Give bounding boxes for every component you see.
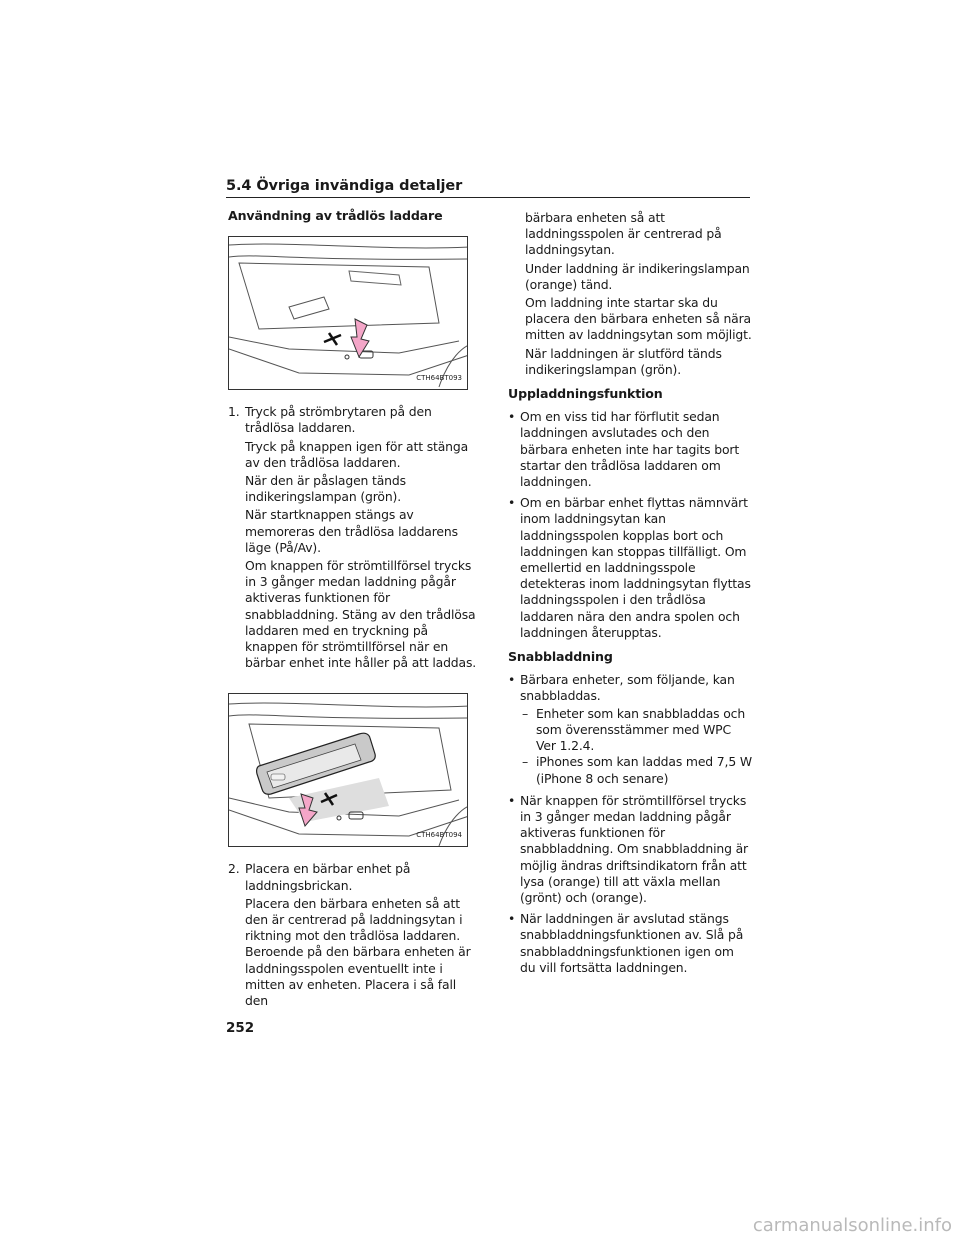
step-paragraph: När startknappen stängs av memoreras den trådlösa laddarens läge (På/Av). [245, 507, 458, 555]
heading-recharge-function: Uppladdningsfunktion [508, 386, 663, 402]
figure-charger-button [228, 236, 468, 390]
sub-list-item [522, 706, 753, 755]
list-item [508, 793, 753, 906]
dash: – [522, 754, 529, 770]
section-header [226, 178, 750, 198]
header-rule [226, 197, 750, 198]
right-column [508, 210, 753, 981]
list-item [508, 409, 753, 490]
list-item-text: När laddningen är avslutad stängs snabbladdningsfunktionen av. Slå på snabbladdningsfunktionen igen om du vill fortsätta laddningen. [520, 911, 744, 975]
list-item-text: Om en bärbar enhet flyttas nämnvärt inom laddningsytan kan laddningsspolen kopplas bort och laddningen kan stoppas tillfälligt. Om emellertid en laddningsspole detekteras inom laddningsytan flyttas laddningsspolen i den trådlösa laddaren nära den andra spolen och laddningen återupptas. [520, 495, 751, 640]
heading-fast-charging: Snabbladdning [508, 649, 613, 665]
step-2 [228, 861, 478, 893]
step-paragraph: Tryck på knappen igen för att stänga av den trådlösa laddaren. [245, 438, 469, 470]
step-title: Placera en bärbar enhet på laddningsbrickan. [245, 861, 411, 893]
step-title: Tryck på strömbrytaren på den trådlösa laddaren. [245, 404, 432, 436]
page-number: 252 [226, 1020, 255, 1036]
figure-code: CTH64BT094 [416, 831, 462, 840]
continued-paragraph: Om laddning inte startar ska du placera den bärbara enheten så nära mitten av laddningsytan som möjligt. [525, 295, 752, 343]
continued-paragraph: När laddningen är slutförd tänds indikeringslampan (grön). [525, 345, 722, 377]
list-item [508, 495, 753, 641]
bullet: • [508, 911, 516, 927]
list-item [508, 911, 753, 976]
heading-wireless-charger: Användning av trådlös laddare [228, 208, 443, 223]
step-paragraph: Placera den bärbara enheten så att den är centrerad på laddningsytan i riktning mot den trådlösa laddaren. Beroende på den bärbara enheten är laddningsspolen eventuellt inte i mitten av enheten. Placera i så fall den [245, 895, 471, 1009]
figure-code: CTH64BT093 [416, 374, 462, 382]
list-item-text: Om en viss tid har förflutit sedan laddningen avslutades och den bärbara enheten inte har tagits bort startar den trådlösa laddaren om laddningen. [520, 409, 740, 490]
sub-list-item-text: Enheter som kan snabbladdas och som överensstämmer med WPC Ver 1.2.4. [536, 705, 746, 754]
watermark: carmanualsonline.info [752, 1215, 952, 1236]
bullet: • [508, 672, 516, 688]
step-paragraph: När den är påslagen tänds indikeringslampan (grön). [245, 473, 406, 505]
dash: – [522, 705, 529, 721]
continued-paragraph: Under laddning är indikeringslampan (orange) tänd. [525, 260, 750, 292]
list-item-text: Bärbara enheter, som följande, kan snabbladdas. [520, 672, 735, 704]
charger-button-illustration [229, 237, 468, 390]
step-paragraph: Om knappen för strömtillförsel trycks in 3 gånger medan laddning pågår aktiveras funktionen för snabbladdning. Stäng av den trådlösa laddaren med en tryckning på knappen för strömtillförsel när en bärbar enhet inte håller på att laddas. [245, 558, 477, 671]
continued-paragraph: bärbara enheten så att laddningsspolen är centrerad på laddningsytan. [525, 210, 722, 258]
list-item [508, 672, 753, 704]
sub-list-item [522, 754, 753, 786]
step-number: 1. [228, 404, 240, 420]
phone-placement-illustration [229, 694, 468, 847]
step-number: 2. [228, 861, 240, 877]
bullet: • [508, 409, 516, 425]
sub-list-item-text: iPhones som kan laddas med 7,5 W (iPhone 8 och senare) [536, 754, 752, 786]
bullet: • [508, 792, 516, 808]
figure-phone-placement [228, 693, 468, 847]
section-title: 5.4 Övriga invändiga detaljer [226, 178, 463, 194]
left-column [228, 208, 478, 1011]
list-item-text: När knappen för strömtillförsel trycks in 3 gånger medan laddning pågår aktiveras funktionen för snabbladdning. Om snabbladdning är möjlig ändras driftsindikatorn från att lysa (orange) till att växla mellan (grönt) och (orange). [520, 792, 748, 905]
bullet: • [508, 495, 516, 511]
step-1 [228, 404, 478, 436]
